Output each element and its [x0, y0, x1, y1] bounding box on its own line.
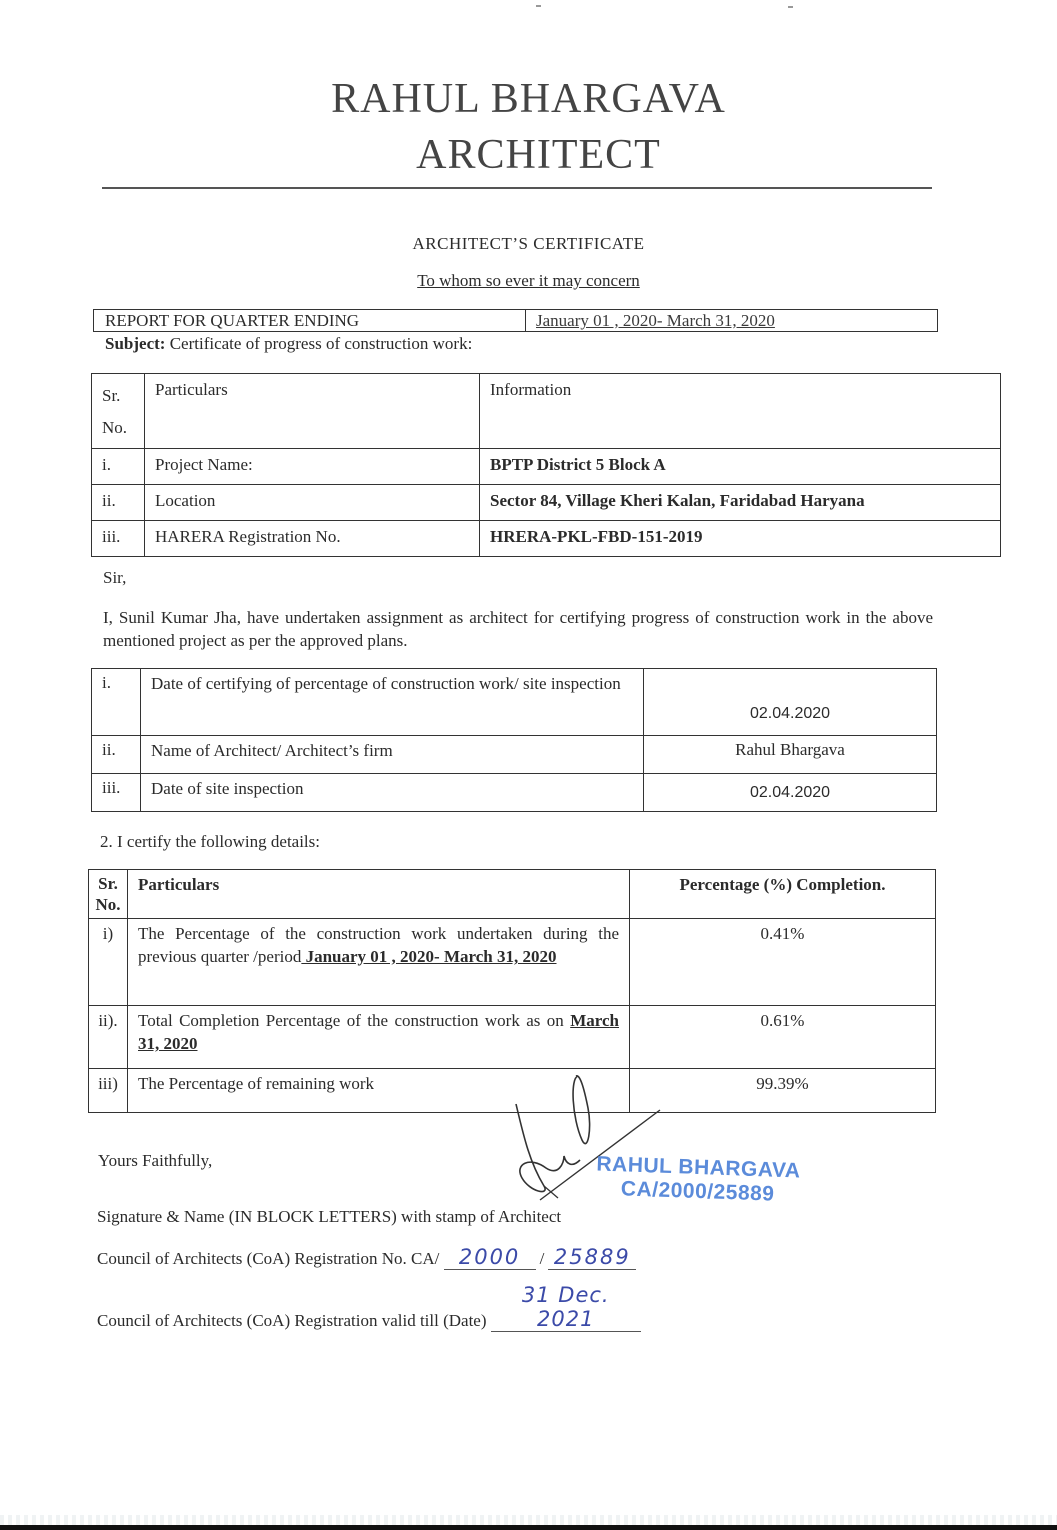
coa-validity [97, 1283, 641, 1332]
row-sr: ii). [89, 1006, 128, 1069]
row-particular: Total Completion Percentage of the construction work as on March 31, 2020 [128, 1006, 630, 1069]
row-sr: i) [89, 919, 128, 1006]
closing-yours: Yours Faithfully, [98, 1151, 213, 1170]
scan-edge [0, 1515, 1057, 1525]
table-row [92, 449, 1001, 485]
row-sr: i. [92, 669, 141, 736]
table-row [92, 485, 1001, 521]
letterhead-name: RAHUL BHARGAVA [331, 76, 726, 122]
signature-caption: Signature & Name (IN BLOCK LETTERS) with stamp of Architect [97, 1207, 562, 1226]
letterhead-title: ARCHITECT [416, 132, 661, 178]
row-value: 0.41% [630, 919, 936, 1006]
quarter-label: REPORT FOR QUARTER ENDING [105, 311, 360, 330]
coa-validity-label: Council of Architects (CoA) Registration valid till (Date) [97, 1311, 487, 1330]
row-sr: ii. [92, 736, 141, 774]
row-sr: iii) [89, 1069, 128, 1113]
stamp-number: CA/2000/25889 [620, 1177, 775, 1206]
table-row [92, 736, 937, 774]
row-info: BPTP District 5 Block A [480, 449, 1001, 485]
row-sr: ii. [92, 485, 145, 521]
coa-registration [97, 1245, 636, 1270]
row-value: 99.39% [630, 1069, 936, 1113]
row-particular: Date of certifying of percentage of construction work/ site inspection [141, 669, 644, 736]
scan-bottom-border [0, 1525, 1057, 1530]
row-particular: Project Name: [145, 449, 480, 485]
greeting: Sir, [103, 568, 127, 587]
row-particular: The Percentage of the construction work undertaken during the previous quarter /period January 01 , 2020- March 31, 2020 [128, 919, 630, 1006]
table-header-row [92, 374, 1001, 449]
row-value: 0.61% [630, 1006, 936, 1069]
certify-intro: 2. I certify the following details: [100, 832, 320, 851]
table-row [89, 919, 936, 1006]
row-value: Rahul Bhargava [644, 736, 937, 774]
scan-speck [536, 5, 541, 7]
row-sr: iii. [92, 774, 141, 812]
table-row [92, 774, 937, 812]
table-row [92, 669, 937, 736]
row-particular: Date of site inspection [141, 774, 644, 812]
table-row [89, 1006, 936, 1069]
salutation-line: To whom so ever it may concern [417, 271, 640, 290]
header-particulars: Particulars [145, 374, 480, 449]
row-value: 02.04.2020 [644, 774, 937, 812]
row-info: HRERA-PKL-FBD-151-2019 [480, 521, 1001, 557]
row-particular: The Percentage of remaining work [128, 1069, 630, 1113]
subject-line [105, 334, 472, 354]
subject-label: Subject: [105, 334, 166, 353]
coa-validity-date: 31 Dec. 2021 [491, 1283, 641, 1332]
coa-registration-part2: 25889 [548, 1245, 636, 1270]
row-particular: Name of Architect/ Architect’s firm [141, 736, 644, 774]
project-table [91, 373, 1001, 557]
row-sr: iii. [92, 521, 145, 557]
letter-body: I, Sunil Kumar Jha, have undertaken assignment as architect for certifying progress of construction work in the above mentioned project as per the approved plans. [103, 608, 933, 650]
row-particular: HARERA Registration No. [145, 521, 480, 557]
row-info: Sector 84, Village Kheri Kalan, Faridabad Haryana [480, 485, 1001, 521]
architect-stamp [595, 1152, 801, 1207]
stamp-name: RAHUL BHARGAVA [596, 1152, 801, 1183]
coa-registration-label: Council of Architects (CoA) Registration No. CA/ [97, 1249, 440, 1268]
coa-registration-part1: 2000 [444, 1245, 536, 1270]
row-value: 02.04.2020 [644, 669, 937, 736]
row-sr: i. [92, 449, 145, 485]
certificate-title: ARCHITECT’S CERTIFICATE [412, 234, 645, 253]
scan-speck [788, 6, 793, 8]
coa-registration-sep: / [539, 1249, 545, 1268]
inspection-table [91, 668, 937, 812]
subject-text: Certificate of progress of construction work: [165, 334, 473, 353]
header-sr: Sr. No. [92, 374, 145, 449]
row-particular: Location [145, 485, 480, 521]
table-row [92, 521, 1001, 557]
header-particulars: Particulars [128, 870, 630, 919]
letterhead-divider [102, 187, 932, 189]
header-percentage: Percentage (%) Completion. [630, 870, 936, 919]
quarter-box [93, 309, 938, 332]
table-header-row [89, 870, 936, 919]
header-information: Information [480, 374, 1001, 449]
quarter-value: January 01 , 2020- March 31, 2020 [525, 310, 937, 331]
header-sr: Sr. No. [89, 870, 128, 919]
